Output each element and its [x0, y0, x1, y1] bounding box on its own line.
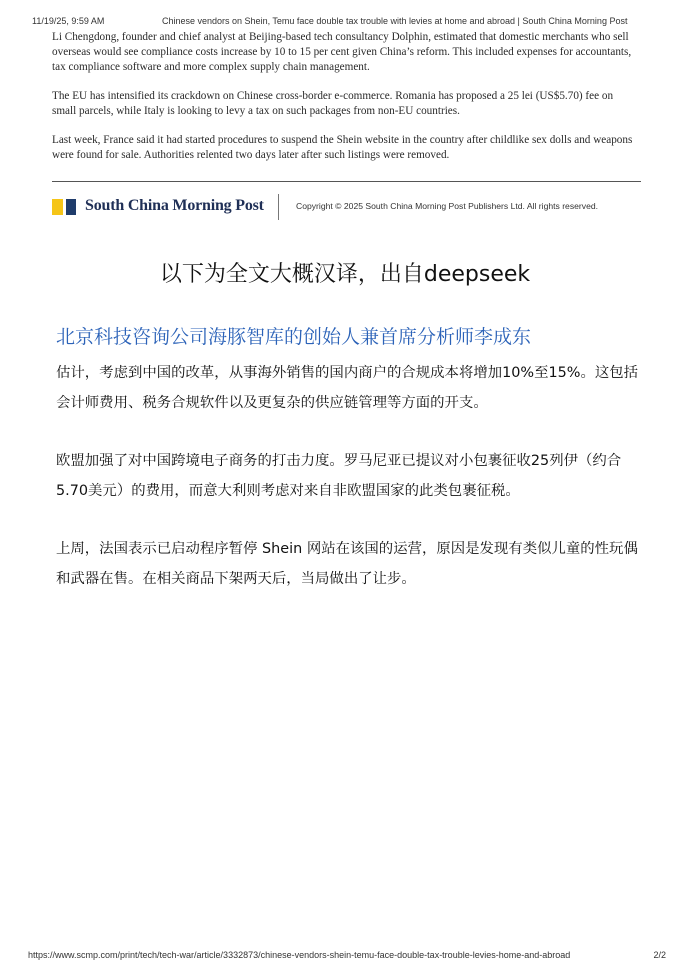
translation-paragraph: 上周，法国表示已启动程序暂停 Shein 网站在该国的运营，原因是发现有类似儿童的性玩偶和武器在售。在相关商品下架两天后，当局做出了让步。 [56, 541, 638, 587]
translation-section [56, 322, 646, 594]
print-url: https://www.scmp.com/print/tech/tech-war/article/3332873/chinese-vendors-shein-temu-face-double-tax-trouble-levies-home-and-abroad [28, 950, 571, 960]
page-number: 2/2 [653, 950, 666, 960]
translation-paragraph: 估计，考虑到中国的改革，从事海外销售的国内商户的合规成本将增加10%至15%。这包括会计师费用、税务合规软件以及更复杂的供应链管理等方面的开支。 [56, 365, 639, 411]
translation-paragraph: 欧盟加强了对中国跨境电子商务的打击力度。罗马尼亚已提议对小包裹征收25列伊（约合5.70美元）的费用，而意大利则考虑对来自非欧盟国家的此类包裹征税。 [56, 453, 622, 499]
print-header [32, 16, 642, 30]
publisher-logo-text: South China Morning Post [85, 197, 264, 214]
print-page-title: Chinese vendors on Shein, Temu face double tax trouble with levies at home and abroad | South China Morning Post [162, 16, 628, 26]
article-paragraph: Li Chengdong, founder and chief analyst at Beijing-based tech consultancy Dolphin, estimated that domestic merchants who sell overseas would see compliance costs increase by 10 to 15 per cent given China’s reform. This included expenses for accountants, tax compliance software and more complex supply chain management. [52, 31, 632, 73]
scmp-logo-icon [52, 199, 76, 215]
print-footer [28, 950, 666, 962]
print-timestamp: 11/19/25, 9:59 AM [32, 16, 105, 26]
copyright-notice: Copyright © 2025 South China Morning Post Publishers Ltd. All rights reserved. [296, 201, 599, 211]
footer-divider [52, 181, 641, 182]
article-body [52, 30, 640, 163]
publisher-footer [52, 196, 641, 220]
logo-separator [278, 194, 279, 220]
translation-heading: 北京科技咨询公司海豚智库的创始人兼首席分析师李成东 [56, 326, 532, 348]
article-paragraph: Last week, France said it had started procedures to suspend the Shein website in the country after childlike sex dolls and weapons were found for sale. Authorities relented two days later after such listings were removed. [52, 134, 633, 161]
article-paragraph: The EU has intensified its crackdown on Chinese cross-border e-commerce. Romania has proposed a 25 lei (US$5.70) fee on small parcels, while Italy is looking to levy a tax on such packages from non-EU countries. [52, 90, 614, 117]
translation-note: 以下为全文大概汉译，出自deepseek [159, 262, 531, 287]
